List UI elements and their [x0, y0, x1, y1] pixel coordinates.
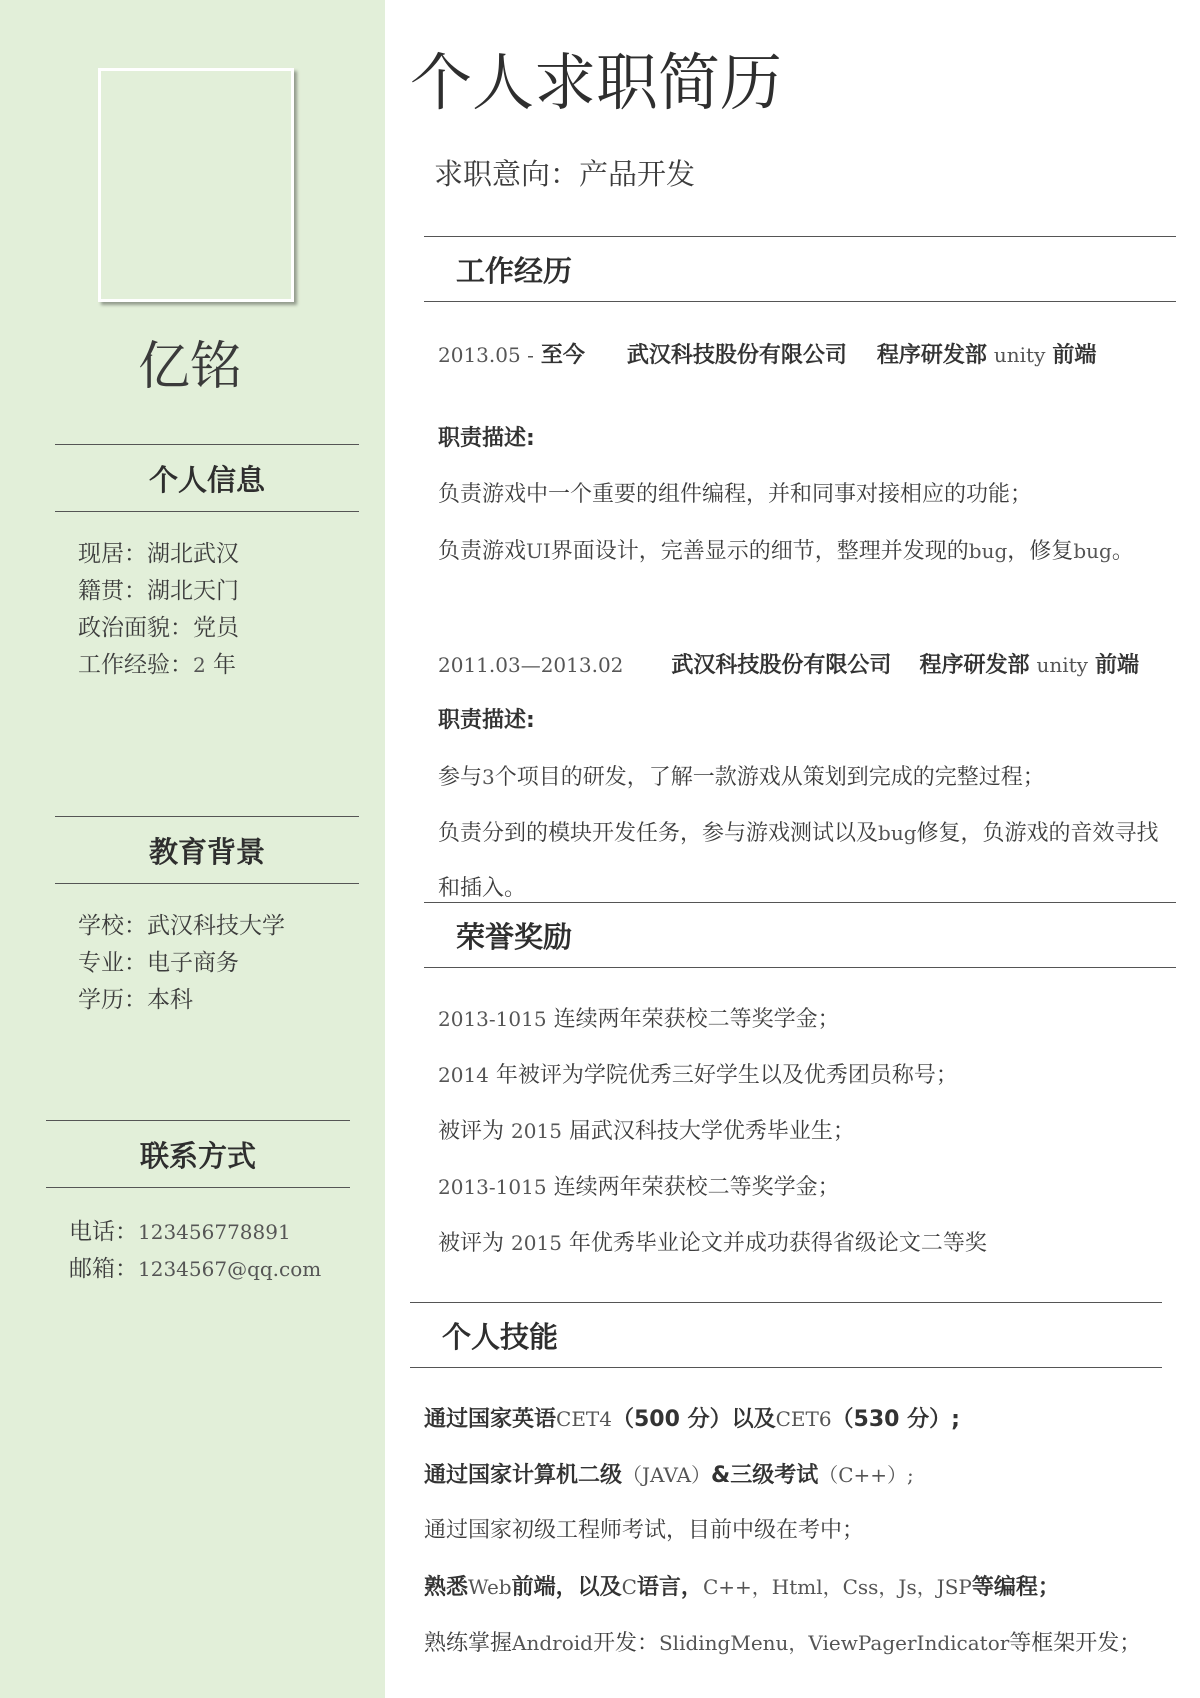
skills-heading: 个人技能 — [442, 1320, 559, 1354]
education-list — [78, 908, 285, 1019]
job1-duty-1: 负责游戏中一个重要的组件编程，并和同事对接相应的功能； — [438, 482, 1033, 507]
photo-frame — [98, 68, 294, 302]
skill-android: 熟练掌握Android开发：SlidingMenu，ViewPagerIndicator等框架开发； — [424, 1631, 1142, 1656]
candidate-name: 亿铭 — [137, 337, 242, 397]
honor-item: 2013-1015 连续两年荣获校二等奖学金； — [438, 1175, 840, 1200]
edu-degree: 学历：本科 — [78, 987, 193, 1013]
job2-duty-3: 和插入。 — [438, 876, 527, 901]
contact-heading: 联系方式 — [46, 1120, 350, 1188]
honor-item: 2014 年被评为学院优秀三好学生以及优秀团员称号； — [438, 1063, 958, 1088]
contact-phone: 电话：123456778891 — [69, 1219, 291, 1245]
job1-desc-label: 职责描述: — [438, 426, 535, 451]
honors-heading-bar — [424, 902, 1176, 968]
job2-desc-label: 职责描述: — [438, 708, 535, 733]
edu-major: 专业：电子商务 — [78, 950, 239, 976]
honor-item: 被评为 2015 年优秀毕业论文并成功获得省级论文二等奖 — [438, 1231, 987, 1256]
personal-info-heading: 个人信息 — [55, 444, 359, 512]
skill-computer: 通过国家计算机二级（JAVA）&三级考试（C++）; — [424, 1463, 914, 1488]
skill-web: 熟悉Web前端，以及C语言，C++，Html，Css，Js，JSP等编程； — [424, 1575, 1060, 1600]
info-hometown: 籍贯：湖北天门 — [78, 578, 239, 604]
job1-header: 2013.05 - 至今 武汉科技股份有限公司 程序研发部 unity 前端 — [438, 343, 1097, 368]
contact-email: 邮箱：1234567@qq.com — [69, 1256, 322, 1282]
job2-duty-2: 负责分到的模块开发任务，参与游戏测试以及bug修复，负游戏的音效寻找 — [438, 821, 1159, 846]
honors-heading: 荣誉奖励 — [456, 920, 573, 954]
skill-engineer: 通过国家初级工程师考试，目前中级在考中； — [424, 1518, 865, 1543]
info-political-status: 政治面貌：党员 — [78, 615, 239, 641]
resume-title: 个人求职简历 — [410, 46, 783, 119]
honor-item: 被评为 2015 届武汉科技大学优秀毕业生； — [438, 1119, 855, 1144]
skills-heading-bar — [410, 1302, 1162, 1368]
personal-info-list — [78, 536, 239, 684]
job-intent: 求职意向：产品开发 — [434, 157, 696, 191]
job1-duty-2: 负责游戏UI界面设计，完善显示的细节，整理并发现的bug，修复bug。 — [438, 539, 1134, 564]
skill-english: 通过国家英语CET4（500 分）以及CET6（530 分）; — [424, 1407, 960, 1432]
work-heading: 工作经历 — [456, 254, 573, 288]
job2-duty-1: 参与3个项目的研发，了解一款游戏从策划到完成的完整过程； — [438, 765, 1045, 790]
contact-list — [69, 1214, 321, 1288]
honor-item: 2013-1015 连续两年荣获校二等奖学金； — [438, 1007, 840, 1032]
edu-school: 学校：武汉科技大学 — [78, 913, 285, 939]
info-experience: 工作经验：2 年 — [78, 652, 237, 678]
education-heading: 教育背景 — [55, 816, 359, 884]
work-heading-bar — [424, 236, 1176, 302]
job2-header: 2011.03—2013.02 武汉科技股份有限公司 程序研发部 unity 前端 — [438, 653, 1139, 678]
sidebar — [0, 0, 385, 1698]
info-residence: 现居：湖北武汉 — [78, 541, 239, 567]
